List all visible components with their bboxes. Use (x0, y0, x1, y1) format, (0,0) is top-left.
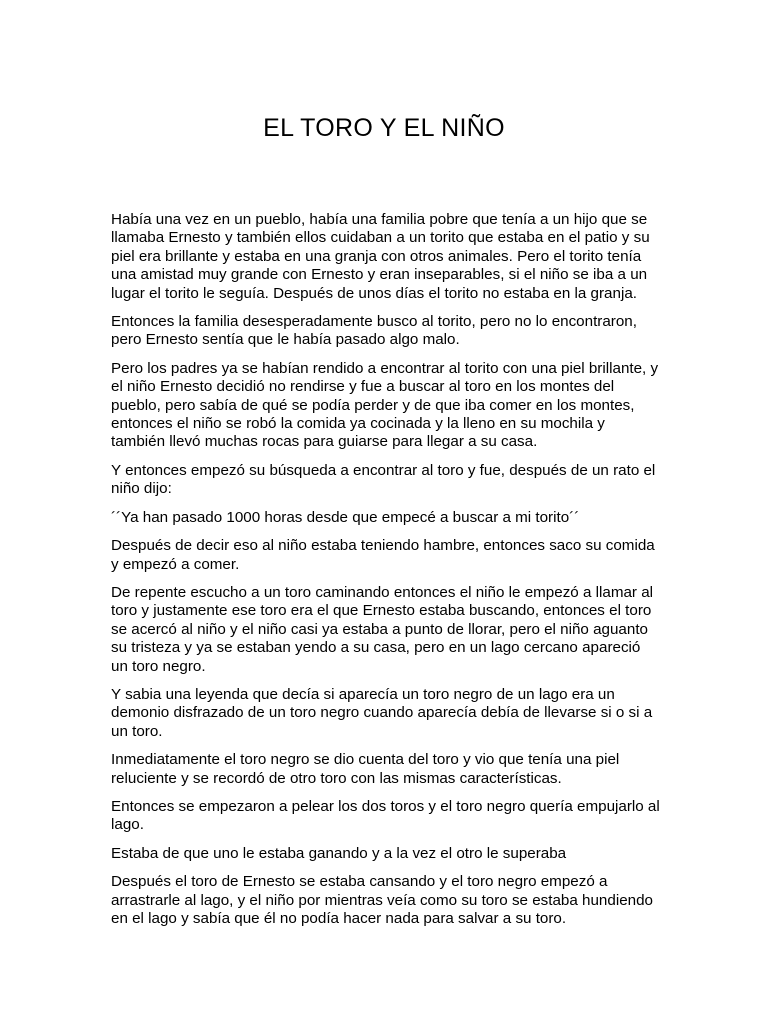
paragraph-1: Había una vez en un pueblo, había una familia pobre que tenía a un hijo que se llamaba Ernesto y también ellos cuidaban a un torito que estaba en el patio y su piel era brillante y estaba en una granja con otros animales. Pero el torito tenía una amistad muy grande con Ernesto y eran inseparables, si el niño se iba a un lugar el torito le seguía. Después de unos días el torito no estaba en la granja. (111, 211, 650, 302)
paragraph-10: Entonces se empezaron a pelear los dos toros y el toro negro quería empujarlo al lago. (111, 797, 660, 834)
document-title: EL TORO Y EL NIÑO (263, 114, 505, 142)
paragraph-3: Pero los padres ya se habían rendido a encontrar al torito con una piel brillante, y el niño Ernesto decidió no rendirse y fue a buscar al toro en los montes del pueblo, pero sabía de qué se podía perder y de que iba comer en los montes, entonces el niño se robó la comida ya cocinada y la lleno en su mochila y también llevó muchas rocas para guiarse para llegar a su casa. (111, 359, 659, 451)
paragraph-7: De repente escucho a un toro caminando entonces el niño le empezó a llamar al toro y justamente ese toro era el que Ernesto estaba buscando, entonces el toro se acercó al niño y el niño casi ya estaba a punto de llorar, pero el niño aguanto su tristeza y ya se estaban yendo a su casa, pero en un lago cercano apareció un toro negro. (111, 583, 654, 675)
paragraph-8: Y sabia una leyenda que decía si aparecía un toro negro de un lago era un demonio disfrazado de un toro negro cuando aparecía debía de llevarse si o si a un toro. (111, 685, 653, 740)
paragraph-9: Inmediatamente el toro negro se dio cuenta del toro y vio que tenía una piel reluciente y se recordó de otro toro con las mismas características. (111, 751, 620, 787)
paragraph-4: Y entonces empezó su búsqueda a encontrar al toro y fue, después de un rato el niño dijo: (111, 461, 656, 498)
paragraph-2: Entonces la familia desesperadamente busco al torito, pero no lo encontraron, pero Ernesto sentía que le había pasado algo malo. (111, 313, 637, 349)
paragraph-12: Después el toro de Ernesto se estaba cansando y el toro negro empezó a arrastrarle al lago, y el niño por mientras veía como su toro se estaba hundiendo en el lago y sabía que él no podía hacer nada para salvar a su toro. (111, 873, 653, 927)
paragraph-11: Estaba de que uno le estaba ganando y a la vez el otro le superaba (111, 844, 567, 862)
document-body (111, 211, 661, 938)
paragraph-6: Después de decir eso al niño estaba teniendo hambre, entonces saco su comida y empezó a comer. (111, 537, 655, 573)
paragraph-5-quote: ´´Ya han pasado 1000 horas desde que empecé a buscar a mi torito´´ (111, 508, 580, 526)
